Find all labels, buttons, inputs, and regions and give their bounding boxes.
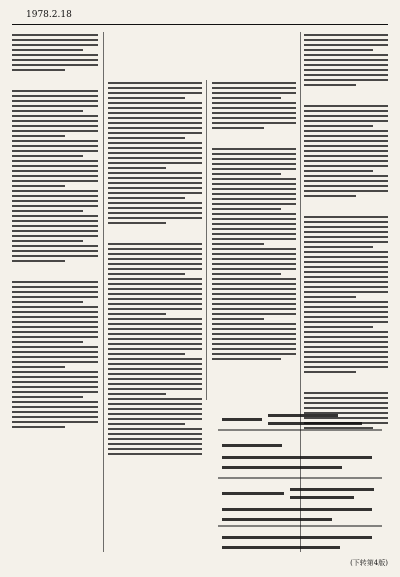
masthead-rule: [12, 24, 388, 25]
masthead: [12, 8, 388, 22]
formula-area: [212, 404, 388, 554]
text-block: [304, 34, 388, 429]
article-title: [106, 42, 304, 70]
column-separator: [206, 80, 207, 400]
issue-date: 1978.2.18: [26, 10, 72, 20]
formula-graphic: [212, 404, 388, 554]
column-3: [212, 82, 296, 400]
column-1: [12, 34, 98, 554]
text-block: [212, 82, 296, 360]
section-heading: [12, 75, 98, 85]
column-2: [108, 82, 202, 552]
continuation-note: (下转第4版): [350, 559, 388, 567]
section-heading: [12, 266, 98, 276]
section-heading: [108, 228, 202, 238]
column-separator: [103, 32, 104, 552]
section-heading: [304, 90, 388, 100]
column-4: [304, 34, 388, 400]
text-block: [12, 34, 98, 428]
section-heading: [212, 133, 296, 143]
text-block: [108, 82, 202, 455]
section-heading: [304, 201, 388, 211]
section-heading: [304, 377, 388, 387]
